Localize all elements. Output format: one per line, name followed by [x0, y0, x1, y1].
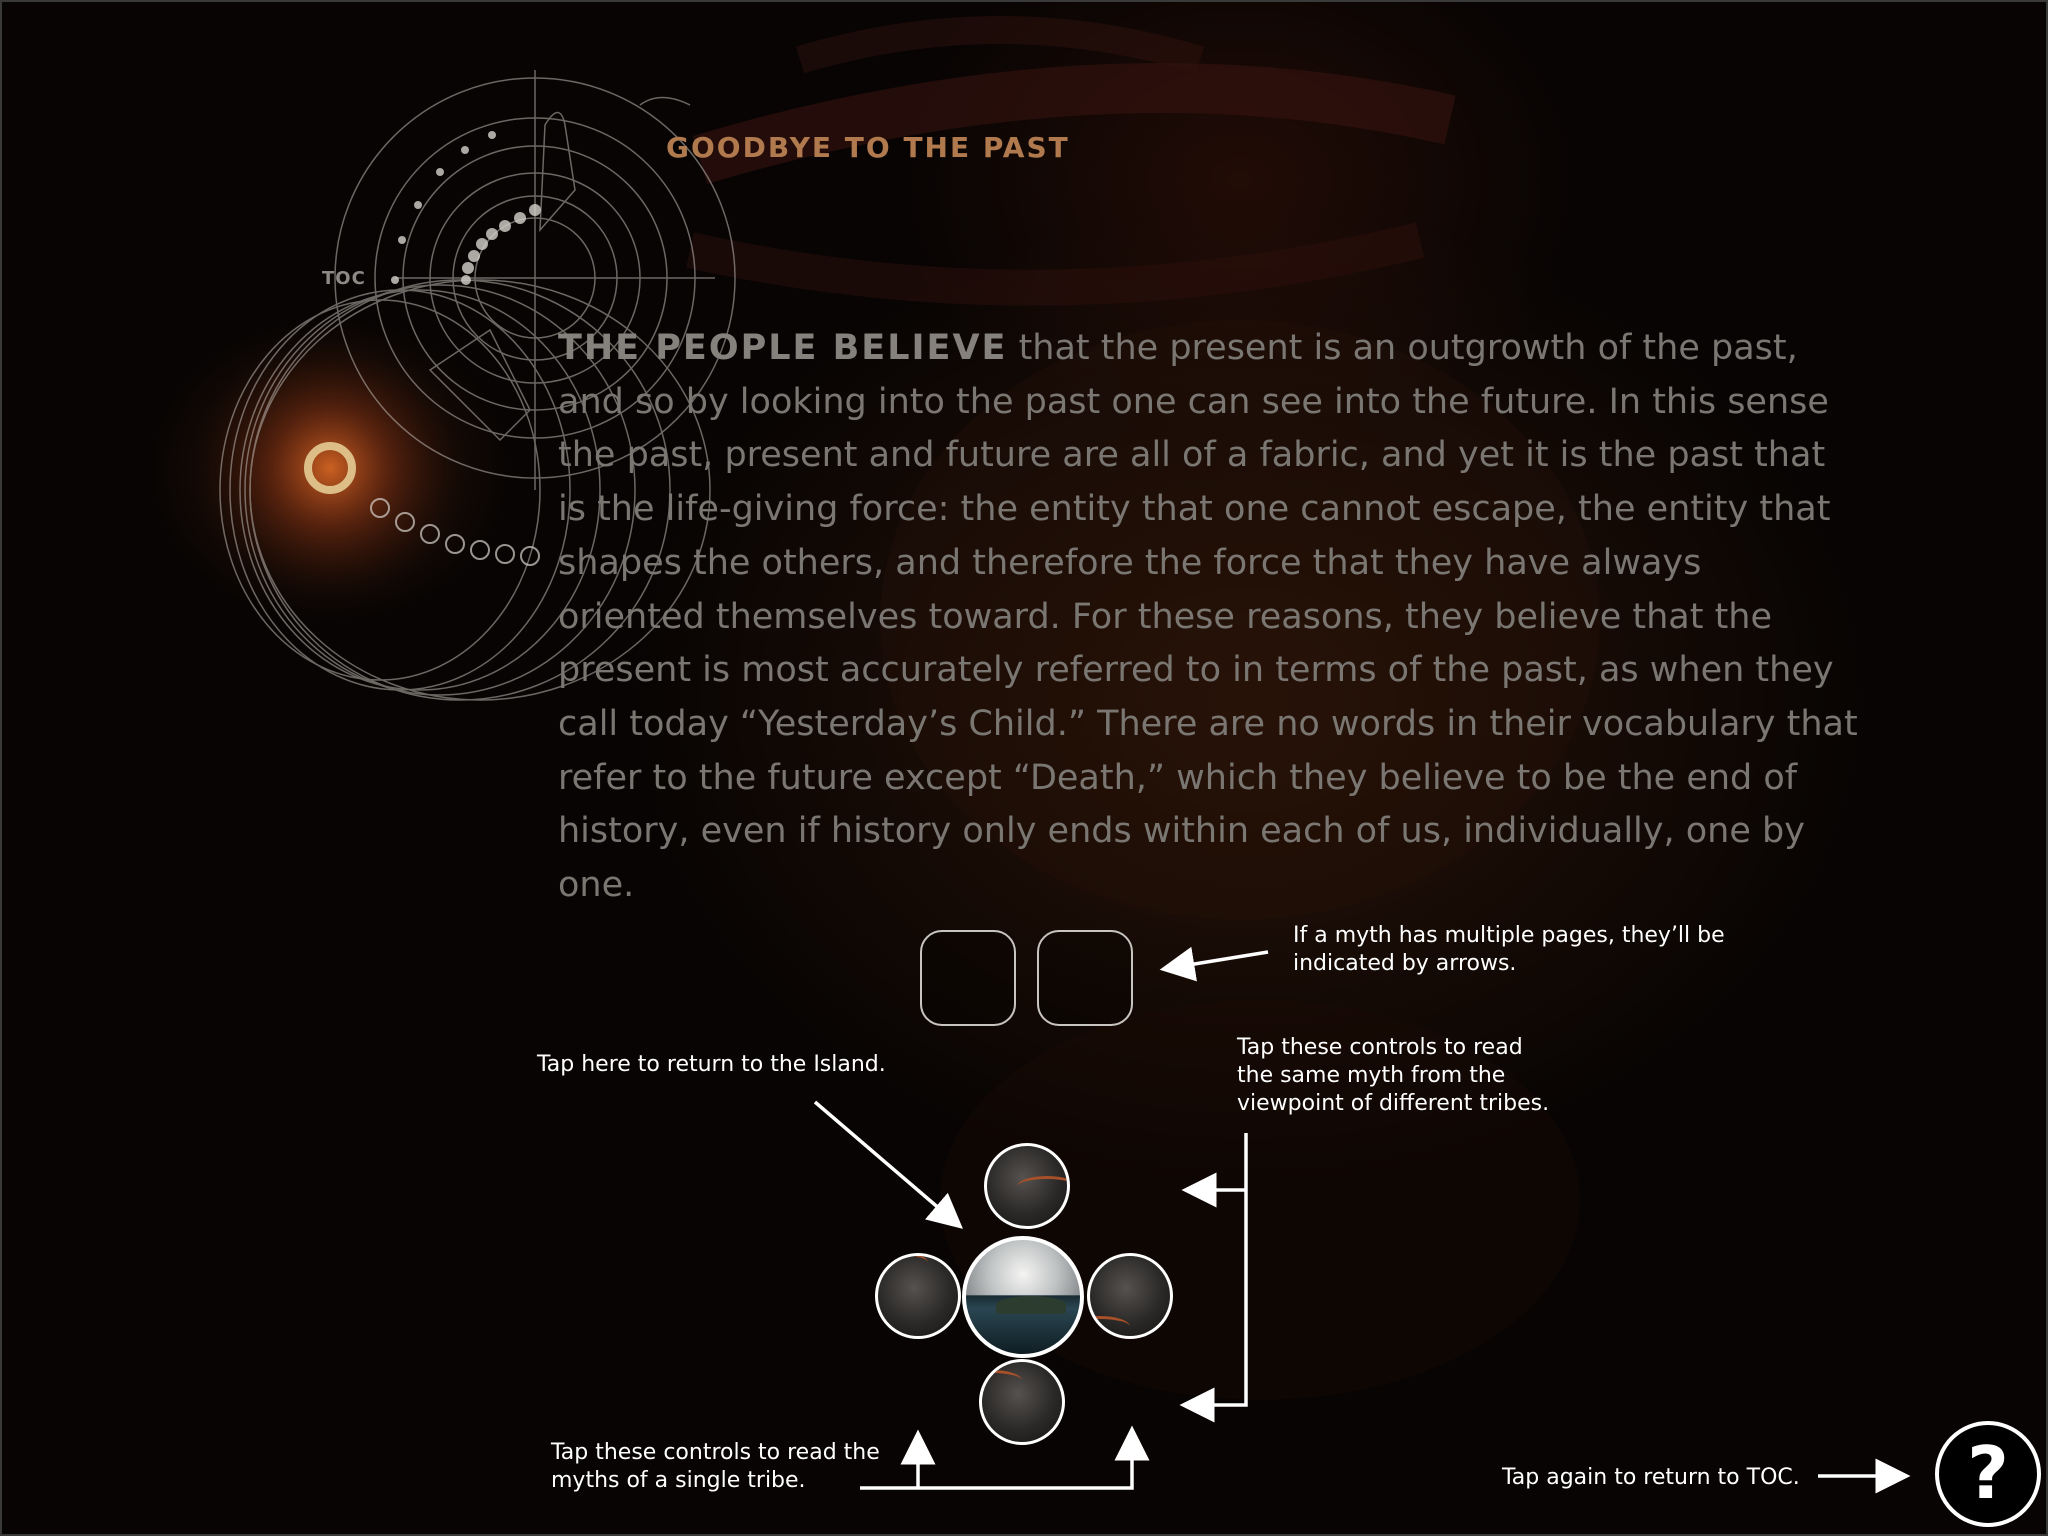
next-page-button[interactable]: [1037, 930, 1133, 1026]
toc-return-note: Tap again to return to TOC.: [1502, 1465, 1800, 1490]
tribe-viewpoint-note: Tap these controls to read the same myth from the viewpoint of different tribes.: [1237, 1035, 1550, 1116]
tribe-viewpoint-button-top[interactable]: [984, 1143, 1070, 1229]
island-icon: [996, 1296, 1066, 1314]
myth-body-text: [558, 322, 1858, 913]
tribe-strand-icon: [1017, 1176, 1070, 1197]
single-tribe-note: Tap these controls to read the myths of a single tribe.: [551, 1440, 880, 1493]
tribe-strand-icon: [875, 1253, 928, 1273]
tribe-viewpoint-button-bottom[interactable]: [979, 1359, 1065, 1445]
single-tribe-button-left[interactable]: [875, 1253, 961, 1339]
section-title: GOODBYE TO THE PAST: [666, 131, 1070, 164]
return-to-island-button[interactable]: [962, 1236, 1084, 1358]
myth-lead-in: THE PEOPLE BELIEVE: [558, 328, 1008, 368]
toc-label[interactable]: TOC: [322, 268, 366, 289]
tribe-strand-icon: [1087, 1316, 1130, 1337]
single-tribe-button-right[interactable]: [1087, 1253, 1173, 1339]
help-button[interactable]: [1935, 1421, 2041, 1527]
page-arrows-note: If a myth has multiple pages, they’ll be indicated by arrows.: [1293, 923, 1725, 976]
island-note: Tap here to return to the Island.: [537, 1052, 886, 1077]
question-mark-icon: ?: [1967, 1431, 2009, 1515]
tribe-strand-icon: [979, 1370, 1022, 1391]
previous-page-button[interactable]: [920, 930, 1016, 1026]
myth-body: that the present is an outgrowth of the past, and so by looking into the past one can see into the future. In this sense the past, present and future are all of a fabric, and yet it is the past that is the life-giving force: the entity that one cannot escape, the entity that shapes the others, and therefore the force that they have always oriented themselves toward. For these reasons, they believe that the present is most accurately referred to in terms of the past, as when they call today “Yesterday’s Child.” There are no words in their vocabulary that refer to the future except “Death,” which they believe to be the end of history, even if history only ends within each of us, individually, one by one.: [558, 328, 1858, 906]
